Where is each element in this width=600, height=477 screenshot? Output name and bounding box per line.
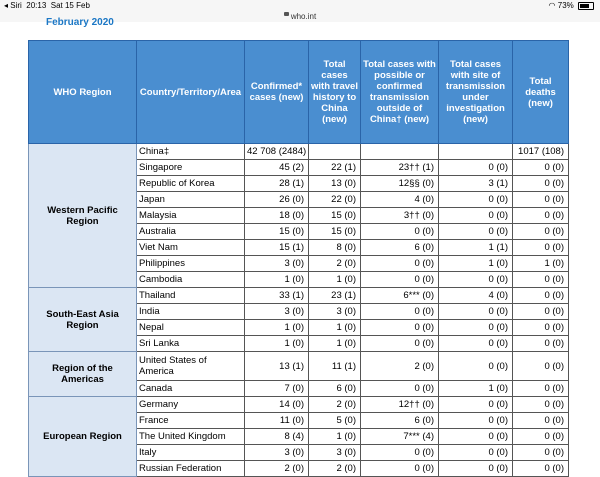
confirmed-cell: 11 (0) — [245, 413, 309, 429]
page-content — [0, 17, 600, 474]
investigation-cell: 0 (0) — [439, 336, 513, 352]
country-cell: China‡ — [137, 144, 245, 160]
table-row — [29, 397, 569, 413]
country-cell: Viet Nam — [137, 240, 245, 256]
investigation-cell: 0 (0) — [439, 192, 513, 208]
confirmed-cell: 42 708 (2484) — [245, 144, 309, 160]
deaths-cell: 0 (0) — [513, 288, 569, 304]
investigation-cell: 0 (0) — [439, 272, 513, 288]
confirmed-cell: 3 (0) — [245, 445, 309, 461]
deaths-cell: 0 (0) — [513, 413, 569, 429]
status-date: Sat 15 Feb — [50, 1, 90, 10]
travel-cell: 15 (0) — [309, 224, 361, 240]
deaths-cell: 0 (0) — [513, 352, 569, 381]
header-transmission: Total cases with possible or confirmed transmission outside of China† (new) — [361, 41, 439, 144]
deaths-cell: 0 (0) — [513, 176, 569, 192]
transmission-cell: 0 (0) — [361, 320, 439, 336]
country-cell: Italy — [137, 445, 245, 461]
confirmed-cell: 18 (0) — [245, 208, 309, 224]
travel-cell: 22 (1) — [309, 160, 361, 176]
confirmed-cell: 8 (4) — [245, 429, 309, 445]
confirmed-cell: 33 (1) — [245, 288, 309, 304]
investigation-cell: 0 (0) — [439, 413, 513, 429]
region-cell: Western Pacific Region — [29, 144, 137, 288]
confirmed-cell: 26 (0) — [245, 192, 309, 208]
travel-cell: 1 (0) — [309, 336, 361, 352]
travel-cell: 3 (0) — [309, 304, 361, 320]
deaths-cell: 0 (0) — [513, 445, 569, 461]
deaths-cell: 0 (0) — [513, 461, 569, 477]
investigation-cell: 0 (0) — [439, 461, 513, 477]
country-cell: Germany — [137, 397, 245, 413]
country-cell: Republic of Korea — [137, 176, 245, 192]
country-cell: Cambodia — [137, 272, 245, 288]
deaths-cell: 0 (0) — [513, 397, 569, 413]
country-cell: Japan — [137, 192, 245, 208]
investigation-cell: 0 (0) — [439, 352, 513, 381]
region-cell: South-East Asia Region — [29, 288, 137, 352]
table-row — [29, 352, 569, 381]
investigation-cell: 0 (0) — [439, 429, 513, 445]
confirmed-cell: 45 (2) — [245, 160, 309, 176]
transmission-cell: 0 (0) — [361, 224, 439, 240]
transmission-cell: 7*** (4) — [361, 429, 439, 445]
travel-cell — [309, 144, 361, 160]
country-cell: Australia — [137, 224, 245, 240]
confirmed-cell: 14 (0) — [245, 397, 309, 413]
header-country: Country/Territory/Area — [137, 41, 245, 144]
transmission-cell: 3†† (0) — [361, 208, 439, 224]
deaths-cell: 0 (0) — [513, 320, 569, 336]
confirmed-cell: 3 (0) — [245, 256, 309, 272]
country-cell: India — [137, 304, 245, 320]
country-cell: Malaysia — [137, 208, 245, 224]
confirmed-cell: 1 (0) — [245, 320, 309, 336]
transmission-cell: 12†† (0) — [361, 397, 439, 413]
transmission-cell: 6*** (0) — [361, 288, 439, 304]
battery-percent: 73% — [557, 1, 574, 10]
investigation-cell: 0 (0) — [439, 320, 513, 336]
investigation-cell: 0 (0) — [439, 304, 513, 320]
back-to-app-link[interactable]: ◂ Siri — [4, 1, 22, 10]
deaths-cell: 0 (0) — [513, 224, 569, 240]
travel-cell: 11 (1) — [309, 352, 361, 381]
investigation-cell: 0 (0) — [439, 397, 513, 413]
travel-cell: 3 (0) — [309, 445, 361, 461]
page-subtitle: February 2020 — [46, 17, 114, 28]
transmission-cell: 0 (0) — [361, 256, 439, 272]
wifi-icon: ◠ — [548, 1, 556, 10]
confirmed-cell: 15 (0) — [245, 224, 309, 240]
travel-cell: 2 (0) — [309, 256, 361, 272]
transmission-cell: 6 (0) — [361, 240, 439, 256]
transmission-cell: 4 (0) — [361, 192, 439, 208]
travel-cell: 6 (0) — [309, 381, 361, 397]
table-header-row — [29, 41, 569, 144]
deaths-cell: 0 (0) — [513, 381, 569, 397]
header-deaths: Total deaths (new) — [513, 41, 569, 144]
confirmed-cell: 7 (0) — [245, 381, 309, 397]
confirmed-cell: 15 (1) — [245, 240, 309, 256]
deaths-cell: 1017 (108) — [513, 144, 569, 160]
table-row — [29, 144, 569, 160]
investigation-cell: 0 (0) — [439, 208, 513, 224]
confirmed-cell: 13 (1) — [245, 352, 309, 381]
header-travel: Total cases with travel history to China (new) — [309, 41, 361, 144]
lock-icon — [284, 12, 289, 16]
transmission-cell: 0 (0) — [361, 461, 439, 477]
country-cell: United States of America — [137, 352, 245, 381]
battery-icon — [578, 2, 594, 10]
investigation-cell: 3 (1) — [439, 176, 513, 192]
country-cell: Russian Federation — [137, 461, 245, 477]
country-cell: Singapore — [137, 160, 245, 176]
transmission-cell: 6 (0) — [361, 413, 439, 429]
transmission-cell: 2 (0) — [361, 352, 439, 381]
status-bar — [0, 0, 600, 12]
travel-cell: 13 (0) — [309, 176, 361, 192]
country-cell: Sri Lanka — [137, 336, 245, 352]
confirmed-cell: 28 (1) — [245, 176, 309, 192]
travel-cell: 1 (0) — [309, 429, 361, 445]
transmission-cell: 0 (0) — [361, 272, 439, 288]
travel-cell: 2 (0) — [309, 397, 361, 413]
header-confirmed: Confirmed* cases (new) — [245, 41, 309, 144]
investigation-cell: 0 (0) — [439, 224, 513, 240]
deaths-cell: 0 (0) — [513, 208, 569, 224]
transmission-cell: 0 (0) — [361, 381, 439, 397]
investigation-cell: 0 (0) — [439, 445, 513, 461]
deaths-cell: 1 (0) — [513, 256, 569, 272]
header-investigation: Total cases with site of transmission under investigation (new) — [439, 41, 513, 144]
confirmed-cell: 1 (0) — [245, 272, 309, 288]
travel-cell: 23 (1) — [309, 288, 361, 304]
country-cell: Nepal — [137, 320, 245, 336]
investigation-cell: 1 (0) — [439, 381, 513, 397]
travel-cell: 15 (0) — [309, 208, 361, 224]
deaths-cell: 0 (0) — [513, 160, 569, 176]
country-cell: The United Kingdom — [137, 429, 245, 445]
investigation-cell: 0 (0) — [439, 160, 513, 176]
travel-cell: 2 (0) — [309, 461, 361, 477]
deaths-cell: 0 (0) — [513, 429, 569, 445]
travel-cell: 8 (0) — [309, 240, 361, 256]
country-cell: Canada — [137, 381, 245, 397]
investigation-cell: 4 (0) — [439, 288, 513, 304]
confirmed-cell: 3 (0) — [245, 304, 309, 320]
deaths-cell: 0 (0) — [513, 272, 569, 288]
situation-table — [28, 40, 569, 477]
region-cell: European Region — [29, 397, 137, 477]
travel-cell: 22 (0) — [309, 192, 361, 208]
url-domain: who.int — [290, 12, 317, 21]
confirmed-cell: 2 (0) — [245, 461, 309, 477]
transmission-cell: 0 (0) — [361, 336, 439, 352]
status-time: 20:13 — [26, 1, 47, 10]
table-row — [29, 288, 569, 304]
investigation-cell — [439, 144, 513, 160]
country-cell: Thailand — [137, 288, 245, 304]
transmission-cell: 23†† (1) — [361, 160, 439, 176]
deaths-cell: 0 (0) — [513, 192, 569, 208]
confirmed-cell: 1 (0) — [245, 336, 309, 352]
deaths-cell: 0 (0) — [513, 304, 569, 320]
investigation-cell: 1 (1) — [439, 240, 513, 256]
deaths-cell: 0 (0) — [513, 240, 569, 256]
investigation-cell: 1 (0) — [439, 256, 513, 272]
transmission-cell — [361, 144, 439, 160]
transmission-cell: 0 (0) — [361, 445, 439, 461]
region-cell: Region of the Americas — [29, 352, 137, 397]
country-cell: Philippines — [137, 256, 245, 272]
travel-cell: 1 (0) — [309, 320, 361, 336]
travel-cell: 5 (0) — [309, 413, 361, 429]
travel-cell: 1 (0) — [309, 272, 361, 288]
transmission-cell: 12§§ (0) — [361, 176, 439, 192]
country-cell: France — [137, 413, 245, 429]
transmission-cell: 0 (0) — [361, 304, 439, 320]
header-region: WHO Region — [29, 41, 137, 144]
deaths-cell: 0 (0) — [513, 336, 569, 352]
